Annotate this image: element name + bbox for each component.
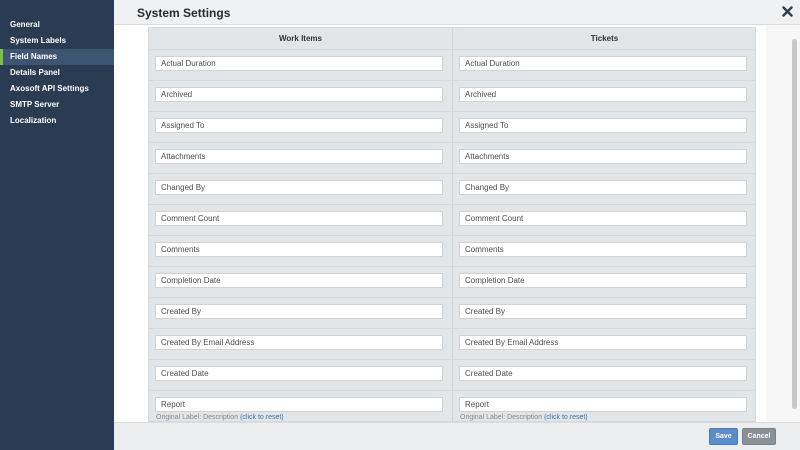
work-item-field-input[interactable]: Assigned To — [155, 118, 443, 133]
ticket-field-input[interactable]: Report — [459, 397, 747, 412]
sidebar-item-localization[interactable]: Localization — [10, 116, 57, 125]
ticket-field-input[interactable]: Assigned To — [459, 118, 747, 133]
work-item-field-input[interactable]: Completion Date — [155, 273, 443, 288]
table-row — [149, 49, 755, 80]
sidebar-item-system-labels[interactable]: System Labels — [10, 36, 67, 45]
work-item-field-input[interactable]: Archived — [155, 87, 443, 102]
table-row — [149, 359, 755, 390]
dialog-footer — [114, 422, 800, 450]
table-row — [149, 235, 755, 266]
original-label-text: Original Label: Description — [460, 414, 543, 421]
work-item-field-input[interactable]: Actual Duration — [155, 56, 443, 71]
field-names-table — [148, 27, 756, 422]
page-title: System Settings — [137, 6, 231, 20]
close-x-icon — [782, 6, 793, 17]
ticket-field-input[interactable]: Actual Duration — [459, 56, 747, 71]
ticket-field-input[interactable]: Created Date — [459, 366, 747, 381]
original-label-note — [156, 414, 284, 421]
table-row — [149, 204, 755, 235]
work-item-field-input[interactable]: Created Date — [155, 366, 443, 381]
field-rows — [149, 49, 755, 422]
column-header-tickets: Tickets — [590, 34, 619, 43]
ticket-field-input[interactable]: Attachments — [459, 149, 747, 164]
sidebar-item-axosoft-api-settings[interactable]: Axosoft API Settings — [10, 84, 89, 93]
table-row — [149, 173, 755, 204]
ticket-field-input[interactable]: Archived — [459, 87, 747, 102]
ticket-field-input[interactable]: Comments — [459, 242, 747, 257]
table-row — [149, 142, 755, 173]
scrollbar-thumb[interactable] — [792, 39, 797, 409]
table-row — [149, 111, 755, 142]
ticket-field-input[interactable]: Changed By — [459, 180, 747, 195]
save-button[interactable]: Save — [709, 428, 738, 445]
table-row — [149, 297, 755, 328]
table-row — [149, 266, 755, 297]
table-row — [149, 390, 755, 422]
table-row — [149, 80, 755, 111]
work-item-field-input[interactable]: Comments — [155, 242, 443, 257]
ticket-field-input[interactable]: Comment Count — [459, 211, 747, 226]
ticket-field-input[interactable]: Completion Date — [459, 273, 747, 288]
ticket-field-input[interactable]: Created By — [459, 304, 747, 319]
sidebar-item-smtp-server[interactable]: SMTP Server — [10, 100, 60, 109]
work-item-field-input[interactable]: Comment Count — [155, 211, 443, 226]
close-button[interactable] — [779, 3, 795, 19]
sidebar-item-general[interactable]: General — [10, 20, 40, 29]
work-item-field-input[interactable]: Attachments — [155, 149, 443, 164]
ticket-field-input[interactable]: Created By Email Address — [459, 335, 747, 350]
column-header-work-items: Work Items — [279, 34, 322, 43]
work-item-field-input[interactable]: Changed By — [155, 180, 443, 195]
table-row — [149, 328, 755, 359]
reset-label-link[interactable]: (click to reset) — [544, 414, 588, 421]
work-item-field-input[interactable]: Created By Email Address — [155, 335, 443, 350]
sidebar-item-details-panel[interactable]: Details Panel — [10, 68, 60, 77]
reset-label-link[interactable]: (click to reset) — [240, 414, 284, 421]
settings-sidebar — [0, 0, 114, 450]
dialog-header — [114, 0, 800, 25]
original-label-text: Original Label: Description — [156, 414, 239, 421]
work-item-field-input[interactable]: Created By — [155, 304, 443, 319]
sidebar-item-field-names[interactable]: Field Names — [0, 49, 114, 65]
work-item-field-input[interactable]: Report — [155, 397, 443, 412]
cancel-button[interactable]: Cancel — [742, 428, 776, 445]
settings-content — [114, 25, 800, 422]
original-label-note — [460, 414, 588, 421]
settings-nav — [0, 0, 114, 129]
